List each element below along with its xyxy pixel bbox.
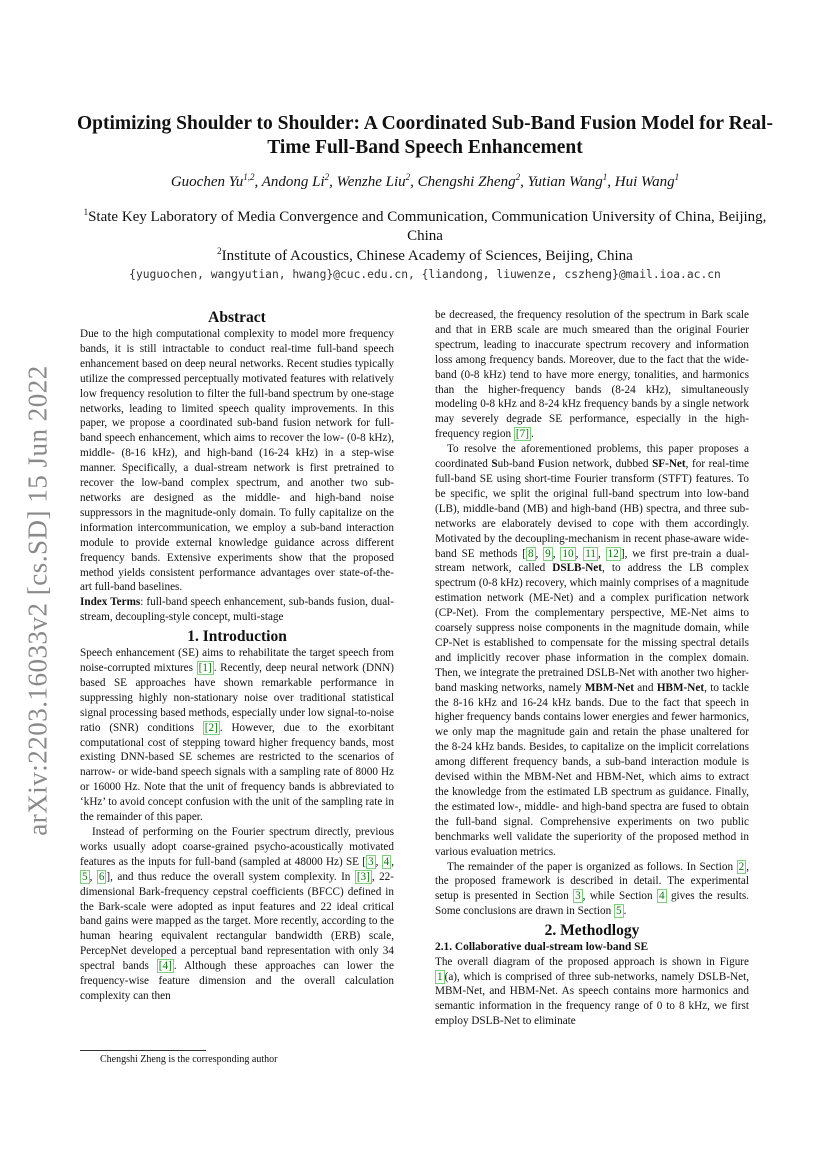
author-list	[70, 174, 780, 191]
author: Hui Wang$^1$	[614, 172, 680, 190]
intro-paragraph-5: The remainder of the paper is organized as follows. In Section 2 , the proposed framework is described in detail. The experimental setup is presented in Section 3 , while Section 4 gives the results. Some conclusions are drawn in Section 5 .	[435, 860, 749, 918]
section-link[interactable]: 4	[658, 890, 665, 903]
methodology-heading: 2. Methodlogy	[544, 922, 640, 940]
author: Guochen Yu$^{1,2}$,	[170, 172, 262, 190]
footnote-rule	[80, 1050, 206, 1051]
citation-link[interactable]: [2]	[204, 721, 218, 734]
affiliation-2: $^2$Institute of Acoustics, Chinese Academy of Sciences, Beijing, China	[217, 246, 633, 264]
citation-link[interactable]: 4	[383, 855, 390, 868]
section-link[interactable]: 3	[575, 890, 581, 903]
author: Chengshi Zheng$^2$,	[417, 172, 528, 190]
intro-paragraph-1: Speech enhancement (SE) aims to rehabilitate the target speech from noise-corrupted mixtures [1] . Recently, deep neural network (DNN) based SE approaches have shown remarkable performance in suppressing highly non-stationary noise over traditional statistical signal processing based methods, especially under low signal-to-noise ratio (SNR) conditions [2] . However, due to the exorbitant computational cost of stepping toward higher frequency bands, most existing DNN-based SE schemes are restricted to the scenarios of narrow- or wide-band speech signals with a sampling rate of 8000 Hz or 16000 Hz. Note that the unit of frequency bands is abbreviated to ‘kHz’ to avoid concept confusion with the unit of the sampling rate in the remainder of this paper.	[80, 647, 394, 824]
citation-link[interactable]: [7]	[515, 428, 529, 441]
citation-link[interactable]: 11	[585, 547, 597, 560]
left-column	[80, 308, 394, 1004]
affiliation-1: $^1$State Key Laboratory of Media Convergence and Communication, Communication University of China, Beijing, China	[83, 207, 767, 244]
figure-link[interactable]: 1	[437, 970, 443, 983]
intro-paragraph-2: Instead of performing on the Fourier spectrum directly, previous works usually adopt coarse-grained psycho-acoustically motivated features as the inputs for full-band (sampled at 48000 Hz) SE [ 3 , 4 , 5 , 6 ], and thus reduce the overall system complexity. In [3] , 22-dimensional Bark-frequency cepstral coefficients (BFCC) defined in the Bark-scale were adopted as input features and 22 ideal critical band gains were mapped as the target. More recently, according to the human hearing equivalent rectangular bandwidth (ERB) scale, PercepNet developed a perceptual band representation with only 34 spectral bands [4] . Although these approaches can lower the frequency-wise feature dimension and the overall calculation complexity can then	[80, 826, 395, 1002]
introduction-heading: 1. Introduction	[187, 628, 287, 646]
index-terms: Index Terms: full-band speech enhancement, sub-bands fusion, dual-stream, decoupling-style concept, multi-stage	[80, 596, 395, 624]
abstract-heading: Abstract	[208, 309, 266, 326]
citation-link[interactable]: 6	[98, 870, 105, 883]
citation-link[interactable]: 3	[367, 855, 374, 868]
section-link[interactable]: 5	[615, 905, 622, 918]
subsection-heading: 2.1. Collaborative dual-stream low-band SE	[435, 941, 649, 954]
arxiv-identifier: arXiv:2203.16033v2 [cs.SD] 15 Jun 2022	[22, 364, 53, 836]
citation-link[interactable]: 5	[82, 870, 88, 883]
paper-title: Optimizing Shoulder to Shoulder: A Coordinated Sub-Band Fusion Model for Real-Time Full-Band Speech Enhancement	[77, 113, 773, 158]
citation-link[interactable]: 9	[545, 547, 551, 560]
author: Andong Li$^2$,	[261, 172, 337, 190]
section-link[interactable]: 2	[738, 860, 745, 873]
intro-paragraph-4: To resolve the aforementioned problems, this paper proposes a coordinated Sub-band Fusion network, dubbed SF-Net, for real-time full-band SE using short-time Fourier transform (STFT) features. To be specific, we split the original full-band spectrum into low-band (LB), middle-band (MB) and high-band (HB) spectra, and three sub-networks are elaborately devised to cope with them accordingly. Motivated by the decoupling-mechanism in recent phase-aware wide-band SE methods [ 8 , 9 , 10 , 11 , 12 ], we first pre-train a dual-stream network, called DSLB-Net, to address the LB complex spectrum (0-8 kHz) recovery, which mainly comprises of a magnitude estimation network (ME-Net) and a complex purification network (CP-Net). From the complementary perspective, ME-Net aims to coarsely suppress noise components in the magnitude domain, while CP-Net is established to compensate for the missing spectral details and implicitly recover phase information in the complex domain. Then, we integrate the pretrained DSLB-Net with another two higher-band masking networks, namely MBM-Net and HBM-Net, to tackle the 8-16 kHz and 16-24 kHz bands. Due to the fact that speech in higher frequency bands contains lower energies and fewer harmonics, we only map the magnitude gain and retain the phase unaltered for the 8-24 kHz bands. Besides, to capitalize on the implicit correlations among different frequency bands, a sub-band interaction module is devised within the MBM-Net and HBM-Net, which aims to extract the knowledge from the estimated LB spectrum as guidance. Finally, the estimated low-, middle- and high-band spectra are fused to obtain the full-band signal. Comprehensive experiments on two public benchmarks well validate the superiority of the proposed method in various evaluation metrics.	[435, 443, 750, 858]
intro-paragraph-3: be decreased, the frequency resolution of the spectrum in Bark scale and that in ERB scale are much smeared than the original Fourier spectrum, leading to inaccurate spectrum recovery and information loss among frequency bands. Moreover, due to the fact that the wide-band (0-8 kHz) tend to have more energy, tonalities, and harmonics than the higher-frequency bands (8-24 kHz), simultaneously modeling 0-8 kHz and 8-24 kHz frequency bands by a single network may severely degrade SE performance, especially in the high-frequency region [7] .	[435, 309, 749, 441]
footnote: Chengshi Zheng is the corresponding author	[100, 1054, 278, 1065]
author: Wenzhe Liu$^2$,	[336, 172, 418, 190]
right-column	[435, 308, 749, 1029]
citation-link[interactable]: [4]	[158, 960, 172, 973]
citation-link[interactable]: [3]	[356, 870, 370, 883]
methodology-paragraph-1: The overall diagram of the proposed approach is shown in Figure 1 (a), which is comprised of three sub-networks, namely DSLB-Net, MBM-Net, and HBM-Net. As speech contains more harmonics and semantic information in the frequency range of 0 to 8 kHz, we first employ DSLB-Net to eliminate	[435, 955, 749, 1028]
citation-link[interactable]: 10	[562, 547, 574, 560]
author: Yutian Wang$^1$,	[527, 172, 615, 190]
citation-link[interactable]: 12	[607, 547, 619, 560]
citation-link[interactable]: 8	[527, 547, 534, 560]
abstract-text: Due to the high computational complexity to model more frequency bands, it is still intractable to conduct real-time full-band speech enhancement based on deep neural networks. Recent studies typically utilize the compressed perceptually motivated features with relatively low frequency resolution to filter the full-band spectrum by one-stage networks, leading to limited speech quality improvements. In this paper, we propose a coordinated sub-band fusion network for full-band speech enhancement, which aims to recover the low- (0-8 kHz), middle- (8-16 kHz), and high-band (16-24 kHz) in a step-wise manner. Specifically, a dual-stream network is first pretrained to recover the low-band complex spectrum, and another two sub-networks are designed as the middle- and high-band noise suppressors in the magnitude-only domain. To fully capitalize on the information intercommunication, we employ a sub-band interaction module to provide external knowledge guidance across different frequency bands. Extensive experiments show that the proposed method yields consistent performance advantages over state-of-the-art full-band baselines.	[80, 328, 394, 594]
author-emails: {yuguochen, wangyutian, hwang}@cuc.edu.cn, {liandong, liuwenze, cszheng}@mail.ioa.ac.cn	[129, 268, 721, 281]
citation-link[interactable]: [1]	[198, 662, 212, 675]
